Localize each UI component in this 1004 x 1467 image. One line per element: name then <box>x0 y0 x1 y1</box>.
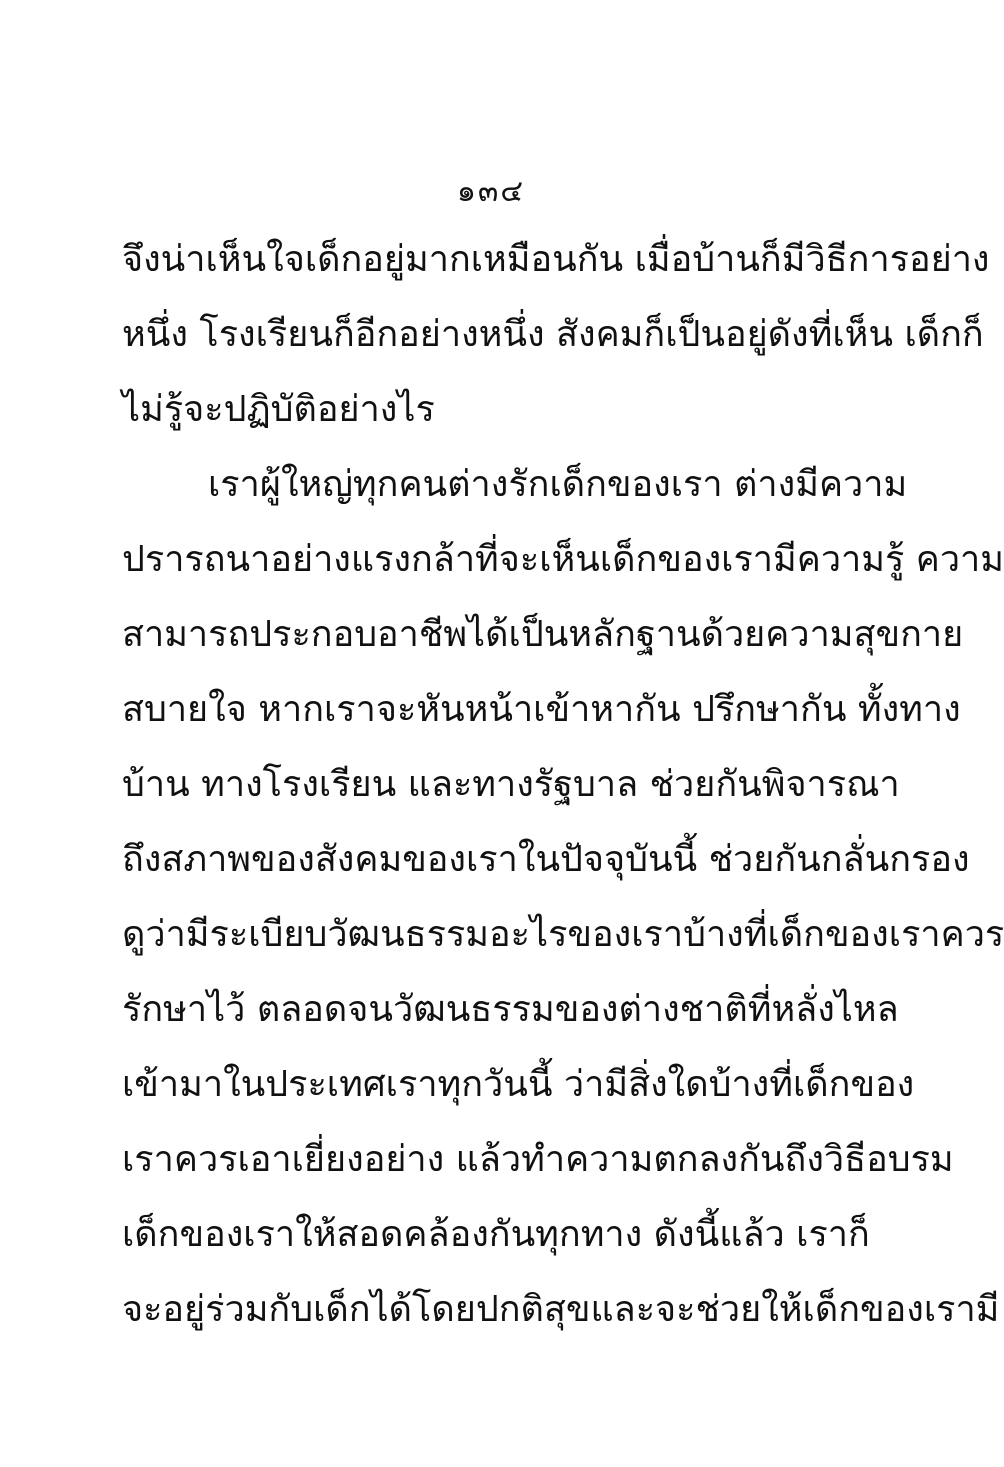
text-line: เราควรเอาเยี่ยงอย่าง แล้วทำความตกลงกันถึงวิธีอบรม <box>122 1139 954 1180</box>
text-line: ปรารถนาอย่างแรงกล้าที่จะเห็นเด็กของเรามีความรู้ ความ <box>122 539 1004 580</box>
body-text <box>122 222 1004 1347</box>
text-line: จะอยู่ร่วมกับเด็กได้โดยปกติสุขและจะช่วยให้เด็กของเรามี <box>122 1289 1000 1330</box>
text-line: รักษาไว้ ตลอดจนวัฒนธรรมของต่างชาติที่หลั่งไหล <box>122 989 899 1030</box>
text-line: เราผู้ใหญ่ทุกคนต่างรักเด็กของเรา ต่างมีความ <box>208 464 908 505</box>
text-line: หนึ่ง โรงเรียนก็อีกอย่างหนึ่ง สังคมก็เป็นอยู่ดังที่เห็น เด็กก็ <box>122 314 984 355</box>
text-line: สบายใจ หากเราจะหันหน้าเข้าหากัน ปรึกษากัน ทั้งทาง <box>122 689 961 730</box>
text-line: ไม่รู้จะปฏิบัติอย่างไร <box>122 389 435 430</box>
text-line: บ้าน ทางโรงเรียน และทางรัฐบาล ช่วยกันพิจารณา <box>122 764 900 805</box>
text-line: ถึงสภาพของสังคมของเราในปัจจุบันนี้ ช่วยกันกลั่นกรอง <box>122 839 970 880</box>
text-line: จึงน่าเห็นใจเด็กอยู่มากเหมือนกัน เมื่อบ้านก็มีวิธีการอย่าง <box>122 239 990 280</box>
text-line: ดูว่ามีระเบียบวัฒนธรรมอะไรของเราบ้างที่เด็กของเราควร <box>122 914 1004 955</box>
text-line: สามารถประกอบอาชีพได้เป็นหลักฐานด้วยความสุขกาย <box>122 614 964 655</box>
text-line: เข้ามาในประเทศเราทุกวันนี้ ว่ามีสิ่งใดบ้างที่เด็กของ <box>122 1064 915 1105</box>
page-number: ๑๓๔ <box>456 174 526 209</box>
text-line: เด็กของเราให้สอดคล้องกันทุกทาง ดังนี้แล้ว เราก็ <box>122 1214 870 1255</box>
